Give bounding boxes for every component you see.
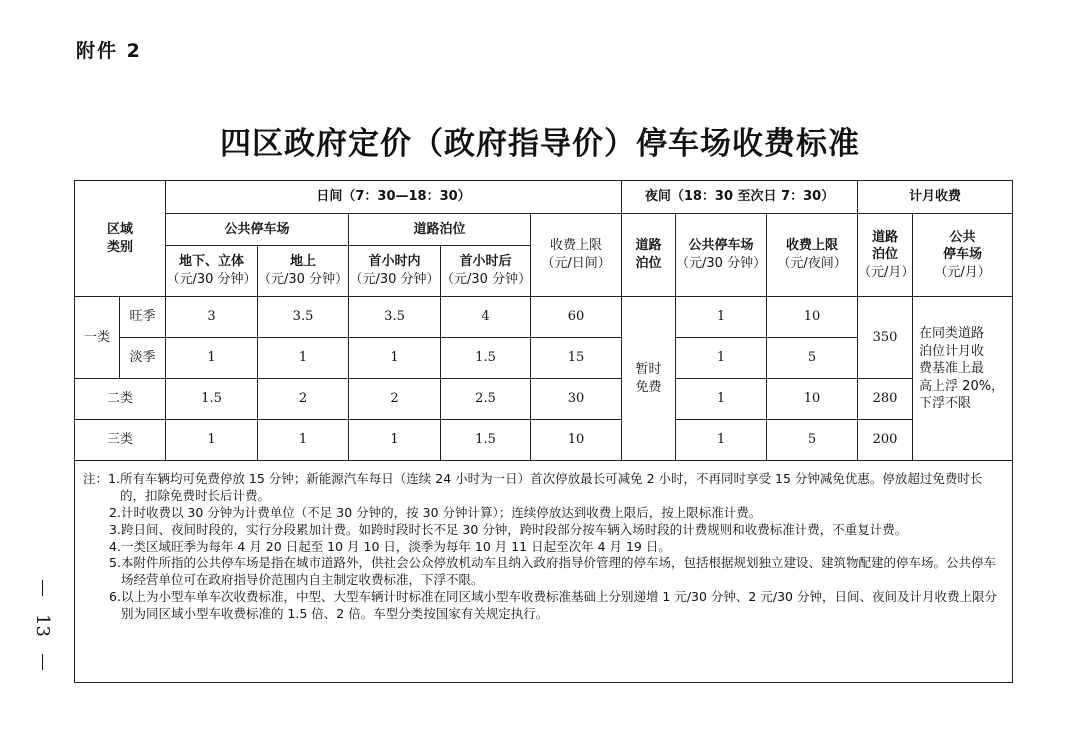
underground-header — [166, 246, 258, 297]
page-number-value: 13 — [31, 613, 53, 637]
monthly-road-line-3: （元/月） — [858, 264, 915, 280]
off-peak-ground: 1 — [258, 338, 349, 379]
class2-night-public: 1 — [676, 379, 767, 420]
peak-underground: 3 — [166, 297, 258, 338]
off-peak-label: 淡季 — [120, 338, 166, 379]
notes-row — [75, 461, 1013, 683]
parking-fee-table — [74, 180, 1013, 683]
night-public-line-1: 公共停车场 — [688, 238, 754, 254]
underground-line-1: 地下、立体 — [179, 254, 245, 270]
note-text: 计时收费以 30 分钟为计费单位（不足 30 分钟的，按 30 分钟计算）；连续停放达到收费上限后，按上限标准计费。 — [120, 504, 762, 520]
after-first-hour-line-2: （元/30 分钟） — [441, 272, 532, 287]
monthly-public-line-1: 公共 — [949, 229, 976, 245]
class3-ground: 1 — [258, 420, 349, 461]
monthly-road-header — [858, 214, 913, 297]
note-item-4 — [83, 539, 1006, 556]
monthly-public-note-line-1: 在同类道路 — [919, 326, 985, 341]
class2-day-cap: 30 — [531, 379, 622, 420]
note-number: 2. — [109, 504, 121, 520]
document-title: 四区政府定价（政府指导价）停车场收费标准 — [220, 126, 860, 162]
class2-night-cap: 10 — [767, 379, 858, 420]
note-number: 5. — [109, 555, 121, 571]
peak-night-public: 1 — [676, 297, 767, 338]
note-number: 6. — [109, 589, 121, 605]
peak-night-cap: 10 — [767, 297, 858, 338]
night-cap-line-1: 收费上限 — [786, 238, 839, 254]
note-item-3 — [83, 522, 1006, 539]
class3-night-public: 1 — [676, 420, 767, 461]
day-cap-line-1: 收费上限 — [550, 238, 603, 254]
off-peak-night-cap: 5 — [767, 338, 858, 379]
off-peak-after-first-hour: 1.5 — [441, 338, 531, 379]
after-first-hour-line-1: 首小时后 — [459, 254, 512, 270]
day-cap-header — [531, 214, 622, 297]
night-road-line-1: 道路 — [635, 238, 662, 254]
class3-label: 三类 — [75, 420, 166, 461]
day-cap-line-2: （元/日间） — [541, 256, 611, 271]
ground-header — [258, 246, 349, 297]
monthly-public-note-line-2: 泊位计月收 — [919, 343, 985, 359]
after-first-hour-header — [441, 246, 531, 297]
page-number-dash-bottom — [42, 654, 43, 670]
class2-underground: 1.5 — [166, 379, 258, 420]
note-text: 以上为小型车单车次收费标准，中型、大型车辆计时标准在同区域小型车收费标准基础上分别递增 1 元/30 分钟、2 元/30 分钟，日间、夜间及计月收费上限分别为同区域小型车收费标准的 1.5 倍、2 倍。车型分类按国家有关规定执行。 — [120, 589, 997, 621]
region-type-line-2: 类别 — [107, 239, 134, 255]
off-peak-night-public: 1 — [676, 338, 767, 379]
peak-day-cap: 60 — [531, 297, 622, 338]
table-row-class2 — [75, 379, 1013, 420]
page-number — [30, 580, 54, 670]
class3-underground: 1 — [166, 420, 258, 461]
class2-after-first-hour: 2.5 — [441, 379, 531, 420]
first-hour-line-1: 首小时内 — [368, 254, 421, 270]
underground-line-2: （元/30 分钟） — [166, 272, 257, 287]
class1-label: 一类 — [75, 297, 120, 379]
night-road-free — [622, 297, 676, 461]
notes — [75, 461, 1013, 683]
monthly-public-note-line-3: 费基准上最 — [919, 361, 985, 377]
table-row-class1-peak — [75, 297, 1013, 338]
public-parking-header: 公共停车场 — [166, 214, 349, 246]
monthly-road-line-2: 泊位 — [872, 247, 899, 263]
note-text: 跨日间、夜间时段的，实行分段累加计费。如跨时段时长不足 30 分钟，跨时段部分按车辆入场时段的计费规则和收费标准计费，不重复计费。 — [120, 521, 908, 537]
monthly-public-line-2: 停车场 — [943, 247, 983, 263]
night-cap-header — [767, 214, 858, 297]
night-road-free-line-1: 暂时 — [635, 361, 662, 377]
first-hour-header — [349, 246, 441, 297]
peak-first-hour: 3.5 — [349, 297, 441, 338]
first-hour-line-2: （元/30 分钟） — [349, 272, 440, 287]
monthly-public-line-3: （元/月） — [934, 264, 991, 280]
region-type-line-1: 区域 — [107, 221, 134, 237]
ground-line-2: （元/30 分钟） — [258, 272, 349, 287]
note-number: 4. — [109, 538, 121, 554]
note-item-2 — [83, 505, 1006, 522]
note-number: 1. — [108, 471, 120, 486]
monthly-public-note-line-5: 下浮不限 — [919, 396, 972, 412]
monthly-public-header — [913, 214, 1013, 297]
monthly-header: 计月收费 — [858, 181, 1013, 214]
class2-label: 二类 — [75, 379, 166, 420]
note-item-1 — [83, 471, 1006, 505]
class1-monthly-road: 350 — [858, 297, 913, 379]
class3-first-hour: 1 — [349, 420, 441, 461]
annex-label: 附件 2 — [76, 40, 142, 62]
peak-ground: 3.5 — [258, 297, 349, 338]
ground-line-1: 地上 — [290, 254, 317, 270]
off-peak-first-hour: 1 — [349, 338, 441, 379]
night-cap-line-2: （元/夜间） — [777, 256, 847, 271]
header-row-1 — [75, 181, 1013, 214]
note-number: 3. — [109, 521, 121, 537]
note-item-5 — [83, 555, 1006, 589]
night-public-line-2: （元/30 分钟） — [676, 256, 767, 271]
off-peak-underground: 1 — [166, 338, 258, 379]
page-number-dash-top — [42, 580, 43, 596]
night-header: 夜间（18：30 至次日 7：30） — [622, 181, 858, 214]
class2-first-hour: 2 — [349, 379, 441, 420]
road-berth-header: 道路泊位 — [349, 214, 531, 246]
note-item-6 — [83, 589, 1006, 623]
class2-ground: 2 — [258, 379, 349, 420]
table-row-class3 — [75, 420, 1013, 461]
peak-label: 旺季 — [120, 297, 166, 338]
peak-after-first-hour: 4 — [441, 297, 531, 338]
monthly-public-note-line-4: 高上浮 20%， — [919, 378, 1005, 394]
day-header: 日间（7：30—18：30） — [166, 181, 622, 214]
class3-monthly-road: 200 — [858, 420, 913, 461]
class3-after-first-hour: 1.5 — [441, 420, 531, 461]
night-road-header — [622, 214, 676, 297]
monthly-road-line-1: 道路 — [872, 229, 899, 245]
class3-day-cap: 10 — [531, 420, 622, 461]
night-road-line-2: 泊位 — [635, 256, 662, 271]
off-peak-day-cap: 15 — [531, 338, 622, 379]
class3-night-cap: 5 — [767, 420, 858, 461]
monthly-public-note — [913, 297, 1013, 461]
note-text: 一类区域旺季为每年 4 月 20 日起至 10 月 10 日，淡季为每年 10 月 11 日起至次年 4 月 19 日。 — [120, 538, 671, 554]
night-road-free-line-2: 免费 — [635, 379, 662, 395]
region-type-header — [75, 181, 166, 297]
notes-prefix: 注： — [83, 471, 109, 486]
note-text: 本附件所指的公共停车场是指在城市道路外，供社会公众停放机动车且纳入政府指导价管理的停车场，包括根据规划独立建设、建筑物配建的停车场。公共停车场经营单位可在政府指导价范围内自主制定收费标准，下浮不限。 — [120, 555, 996, 588]
header-row-2 — [75, 214, 1013, 246]
night-public-header — [676, 214, 767, 297]
class2-monthly-road: 280 — [858, 379, 913, 420]
note-text: 所有车辆均可免费停放 15 分钟；新能源汽车每日（连续 24 小时为一日）首次停放最长可减免 2 小时，不再同时享受 15 分钟减免优惠。停放超过免费时长的，扣除免费时长后计费。 — [119, 471, 983, 503]
